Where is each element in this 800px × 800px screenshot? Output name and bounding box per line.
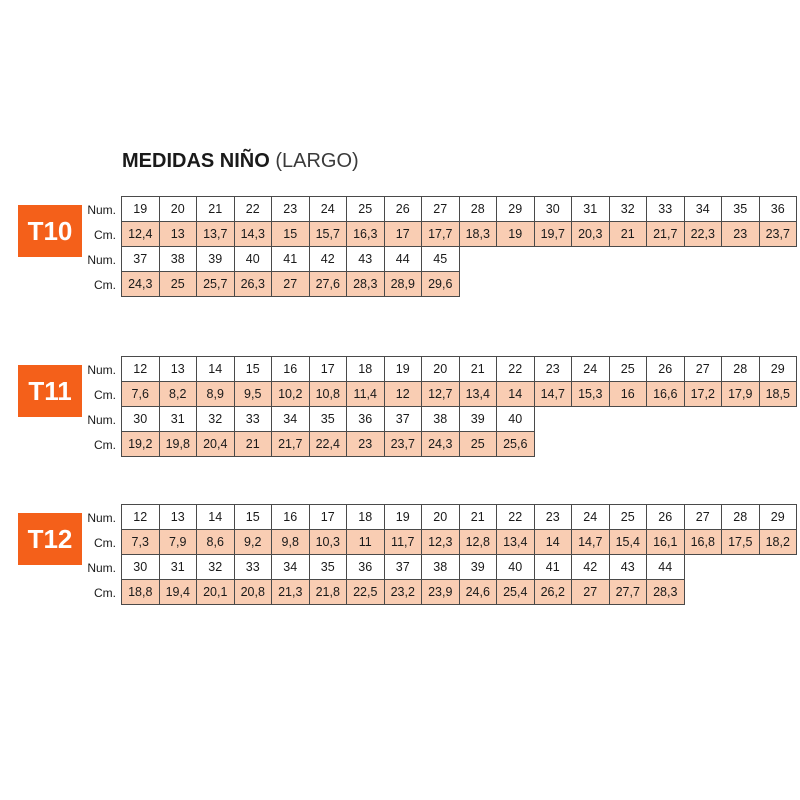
length-cm-cell: 14,7 [534, 381, 573, 407]
length-cm-cell: 11,7 [384, 529, 423, 555]
length-cm-cell: 14 [496, 381, 535, 407]
length-cm-cell: 20,3 [571, 221, 610, 247]
length-cm-cell: 19,2 [121, 431, 160, 457]
size-number-cell: 26 [646, 356, 685, 382]
length-cm-cell: 22,5 [346, 579, 385, 605]
size-badge: T11 [18, 365, 82, 417]
length-cm-cell: 7,3 [121, 529, 160, 555]
length-cm-cell: 19,7 [534, 221, 573, 247]
size-number-cell: 25 [609, 504, 648, 530]
length-cm-cell: 21 [609, 221, 648, 247]
length-cm-cell: 25 [159, 271, 198, 297]
length-cm-cell: 12,3 [421, 529, 460, 555]
length-cm-cell: 24,6 [459, 579, 498, 605]
length-cm-cell: 8,6 [196, 529, 235, 555]
length-cm-cell: 28,3 [646, 579, 685, 605]
page-title [122, 150, 359, 173]
size-badge: T10 [18, 205, 82, 257]
size-number-row [82, 555, 797, 580]
length-cm-cell: 21,8 [309, 579, 348, 605]
length-cm-cell: 28,9 [384, 271, 423, 297]
row-label: Cm. [82, 272, 122, 297]
length-cm-cell: 12,4 [121, 221, 160, 247]
row-label: Cm. [82, 222, 122, 247]
size-number-cell: 25 [609, 356, 648, 382]
size-number-cell: 22 [496, 504, 535, 530]
size-number-cell: 39 [459, 406, 498, 432]
size-number-cell: 26 [384, 196, 423, 222]
length-cm-cell: 27,6 [309, 271, 348, 297]
length-cm-cell: 29,6 [421, 271, 460, 297]
size-number-cell: 42 [571, 554, 610, 580]
size-number-cell: 27 [421, 196, 460, 222]
length-cm-cell: 17,5 [721, 529, 760, 555]
row-label: Cm. [82, 432, 122, 457]
size-number-cell: 37 [384, 554, 423, 580]
length-cm-cell: 18,5 [759, 381, 798, 407]
length-cm-cell: 19 [496, 221, 535, 247]
size-number-cell: 42 [309, 246, 348, 272]
size-number-cell: 23 [534, 504, 573, 530]
length-cm-cell: 12,7 [421, 381, 460, 407]
length-cm-cell: 21,7 [271, 431, 310, 457]
size-number-cell: 38 [421, 406, 460, 432]
length-cm-cell: 20,8 [234, 579, 273, 605]
length-cm-cell: 17,2 [684, 381, 723, 407]
size-number-cell: 18 [346, 356, 385, 382]
row-label: Num. [82, 505, 122, 530]
size-number-cell: 15 [234, 356, 273, 382]
row-label: Num. [82, 197, 122, 222]
length-cm-cell: 16,1 [646, 529, 685, 555]
length-cm-cell: 23,2 [384, 579, 423, 605]
length-cm-row [82, 382, 797, 407]
size-number-cell: 15 [234, 504, 273, 530]
length-cm-cell: 26,3 [234, 271, 273, 297]
length-cm-cell: 21,3 [271, 579, 310, 605]
size-number-cell: 32 [196, 406, 235, 432]
size-number-cell: 36 [346, 406, 385, 432]
length-cm-cell: 24,3 [421, 431, 460, 457]
length-cm-cell: 25 [459, 431, 498, 457]
size-number-cell: 33 [646, 196, 685, 222]
length-cm-cell: 17 [384, 221, 423, 247]
size-number-row [82, 505, 797, 530]
size-number-cell: 21 [459, 356, 498, 382]
length-cm-cell: 13,7 [196, 221, 235, 247]
size-number-cell: 12 [121, 356, 160, 382]
length-cm-cell: 14 [534, 529, 573, 555]
size-number-cell: 43 [346, 246, 385, 272]
length-cm-cell: 20,4 [196, 431, 235, 457]
length-cm-cell: 12,8 [459, 529, 498, 555]
size-number-cell: 39 [196, 246, 235, 272]
size-number-cell: 28 [721, 504, 760, 530]
size-number-cell: 33 [234, 554, 273, 580]
length-cm-cell: 25,4 [496, 579, 535, 605]
size-number-cell: 33 [234, 406, 273, 432]
page-title-sub: (LARGO) [269, 150, 359, 172]
size-number-row [82, 407, 797, 432]
length-cm-cell: 15,4 [609, 529, 648, 555]
length-cm-cell: 23 [346, 431, 385, 457]
size-number-cell: 26 [646, 504, 685, 530]
length-cm-cell: 24,3 [121, 271, 160, 297]
size-number-row [82, 197, 797, 222]
size-number-cell: 28 [459, 196, 498, 222]
length-cm-cell: 26,2 [534, 579, 573, 605]
size-number-cell: 31 [571, 196, 610, 222]
row-label: Num. [82, 357, 122, 382]
row-label: Num. [82, 555, 122, 580]
length-cm-cell: 17,7 [421, 221, 460, 247]
length-cm-cell: 11,4 [346, 381, 385, 407]
size-number-cell: 35 [309, 554, 348, 580]
length-cm-cell: 19,4 [159, 579, 198, 605]
row-label: Cm. [82, 382, 122, 407]
page-title-main: MEDIDAS NIÑO [122, 150, 270, 172]
size-number-cell: 30 [534, 196, 573, 222]
row-label: Cm. [82, 530, 122, 555]
size-number-cell: 21 [459, 504, 498, 530]
length-cm-cell: 13,4 [496, 529, 535, 555]
size-number-cell: 20 [159, 196, 198, 222]
size-number-cell: 44 [646, 554, 685, 580]
size-number-cell: 40 [496, 406, 535, 432]
length-cm-cell: 23,9 [421, 579, 460, 605]
length-cm-cell: 15,7 [309, 221, 348, 247]
length-cm-cell: 23 [721, 221, 760, 247]
length-cm-cell: 21,7 [646, 221, 685, 247]
size-number-row [82, 357, 797, 382]
size-number-cell: 19 [121, 196, 160, 222]
length-cm-cell: 27 [571, 579, 610, 605]
row-label: Num. [82, 407, 122, 432]
size-number-cell: 13 [159, 504, 198, 530]
length-cm-cell: 15,3 [571, 381, 610, 407]
size-number-cell: 30 [121, 554, 160, 580]
length-cm-cell: 10,2 [271, 381, 310, 407]
size-number-cell: 27 [684, 504, 723, 530]
length-cm-cell: 15 [271, 221, 310, 247]
row-label: Cm. [82, 580, 122, 605]
length-cm-cell: 28,3 [346, 271, 385, 297]
size-section [0, 505, 800, 625]
length-cm-cell: 27,7 [609, 579, 648, 605]
measurement-grid [82, 357, 797, 457]
size-number-cell: 24 [309, 196, 348, 222]
measurement-grid [82, 197, 797, 297]
size-number-cell: 40 [234, 246, 273, 272]
length-cm-cell: 11 [346, 529, 385, 555]
size-number-cell: 37 [121, 246, 160, 272]
size-number-cell: 16 [271, 356, 310, 382]
length-cm-row [82, 432, 797, 457]
size-number-cell: 44 [384, 246, 423, 272]
length-cm-cell: 7,9 [159, 529, 198, 555]
size-badge: T12 [18, 513, 82, 565]
length-cm-cell: 7,6 [121, 381, 160, 407]
length-cm-cell: 20,1 [196, 579, 235, 605]
length-cm-cell: 18,8 [121, 579, 160, 605]
size-number-cell: 31 [159, 554, 198, 580]
size-number-cell: 38 [159, 246, 198, 272]
length-cm-cell: 27 [271, 271, 310, 297]
size-number-cell: 28 [721, 356, 760, 382]
size-section [0, 197, 800, 317]
length-cm-cell: 18,2 [759, 529, 798, 555]
size-number-cell: 34 [684, 196, 723, 222]
size-number-cell: 37 [384, 406, 423, 432]
size-number-cell: 43 [609, 554, 648, 580]
length-cm-cell: 16,6 [646, 381, 685, 407]
size-number-row [82, 247, 797, 272]
size-number-cell: 39 [459, 554, 498, 580]
length-cm-row [82, 272, 797, 297]
size-number-cell: 32 [196, 554, 235, 580]
length-cm-cell: 8,9 [196, 381, 235, 407]
length-cm-cell: 9,2 [234, 529, 273, 555]
size-number-cell: 36 [346, 554, 385, 580]
size-number-cell: 36 [759, 196, 798, 222]
size-number-cell: 13 [159, 356, 198, 382]
length-cm-cell: 25,6 [496, 431, 535, 457]
size-number-cell: 18 [346, 504, 385, 530]
size-number-cell: 41 [534, 554, 573, 580]
length-cm-cell: 17,9 [721, 381, 760, 407]
length-cm-cell: 10,8 [309, 381, 348, 407]
size-number-cell: 22 [496, 356, 535, 382]
length-cm-cell: 22,4 [309, 431, 348, 457]
size-number-cell: 14 [196, 504, 235, 530]
size-number-cell: 22 [234, 196, 273, 222]
length-cm-cell: 22,3 [684, 221, 723, 247]
length-cm-cell: 16 [609, 381, 648, 407]
size-number-cell: 23 [534, 356, 573, 382]
length-cm-cell: 18,3 [459, 221, 498, 247]
length-cm-cell: 14,3 [234, 221, 273, 247]
size-number-cell: 24 [571, 356, 610, 382]
size-number-cell: 17 [309, 356, 348, 382]
size-number-cell: 35 [721, 196, 760, 222]
measurement-grid [82, 505, 797, 605]
length-cm-cell: 9,5 [234, 381, 273, 407]
size-number-cell: 29 [496, 196, 535, 222]
size-number-cell: 34 [271, 554, 310, 580]
length-cm-row [82, 222, 797, 247]
size-number-cell: 32 [609, 196, 648, 222]
size-number-cell: 31 [159, 406, 198, 432]
length-cm-cell: 12 [384, 381, 423, 407]
size-number-cell: 45 [421, 246, 460, 272]
size-section [0, 357, 800, 477]
length-cm-cell: 14,7 [571, 529, 610, 555]
size-number-cell: 30 [121, 406, 160, 432]
length-cm-cell: 16,3 [346, 221, 385, 247]
size-number-cell: 21 [196, 196, 235, 222]
size-number-cell: 20 [421, 504, 460, 530]
size-number-cell: 25 [346, 196, 385, 222]
length-cm-cell: 16,8 [684, 529, 723, 555]
size-number-cell: 19 [384, 356, 423, 382]
length-cm-row [82, 530, 797, 555]
length-cm-row [82, 580, 797, 605]
size-number-cell: 16 [271, 504, 310, 530]
length-cm-cell: 10,3 [309, 529, 348, 555]
size-number-cell: 17 [309, 504, 348, 530]
size-number-cell: 38 [421, 554, 460, 580]
size-number-cell: 40 [496, 554, 535, 580]
size-number-cell: 23 [271, 196, 310, 222]
length-cm-cell: 21 [234, 431, 273, 457]
size-number-cell: 41 [271, 246, 310, 272]
length-cm-cell: 19,8 [159, 431, 198, 457]
size-number-cell: 29 [759, 356, 798, 382]
size-number-cell: 29 [759, 504, 798, 530]
length-cm-cell: 13,4 [459, 381, 498, 407]
length-cm-cell: 23,7 [759, 221, 798, 247]
size-number-cell: 27 [684, 356, 723, 382]
length-cm-cell: 25,7 [196, 271, 235, 297]
size-number-cell: 20 [421, 356, 460, 382]
size-number-cell: 12 [121, 504, 160, 530]
length-cm-cell: 13 [159, 221, 198, 247]
size-number-cell: 34 [271, 406, 310, 432]
size-number-cell: 35 [309, 406, 348, 432]
length-cm-cell: 23,7 [384, 431, 423, 457]
row-label: Num. [82, 247, 122, 272]
size-number-cell: 24 [571, 504, 610, 530]
length-cm-cell: 8,2 [159, 381, 198, 407]
size-number-cell: 14 [196, 356, 235, 382]
length-cm-cell: 9,8 [271, 529, 310, 555]
size-number-cell: 19 [384, 504, 423, 530]
